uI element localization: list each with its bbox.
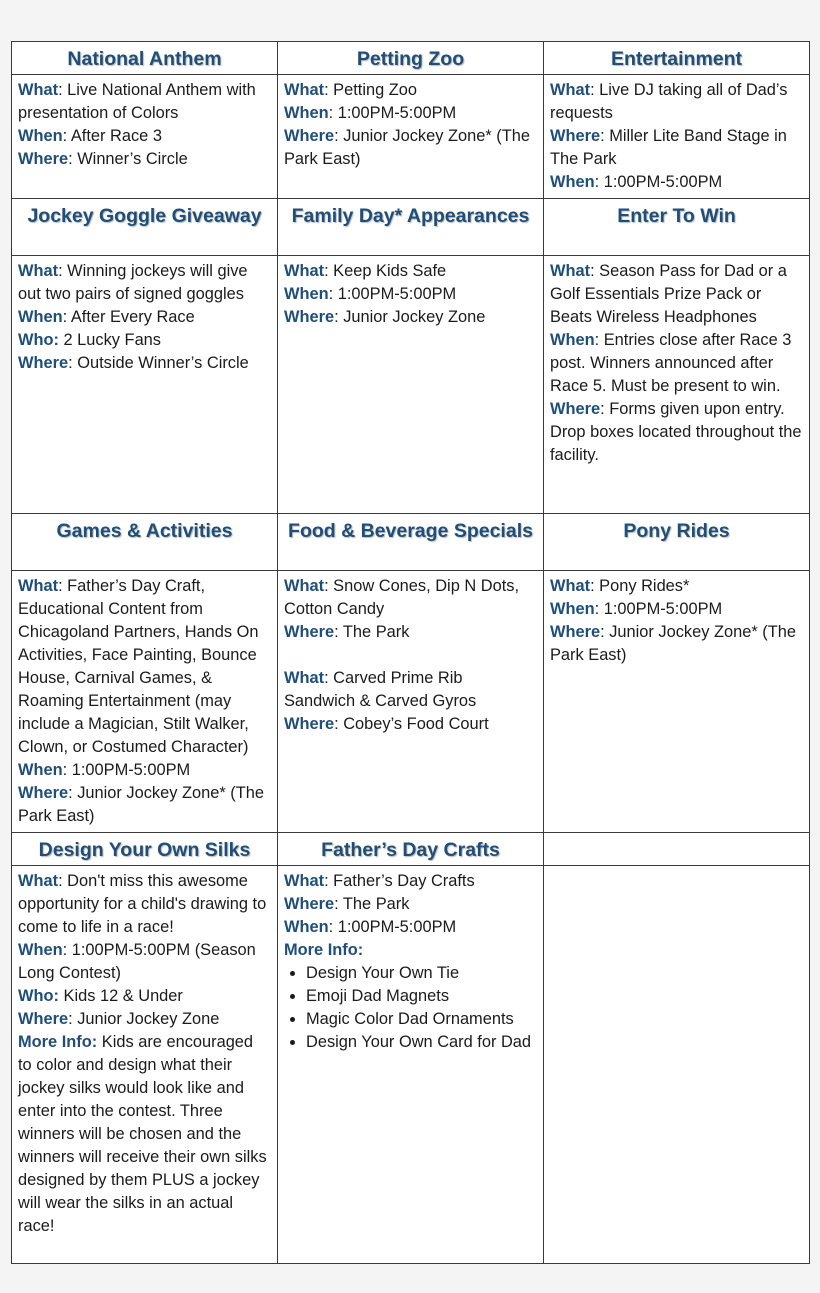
detail-label: Where	[550, 127, 601, 145]
detail-separator: :	[62, 941, 72, 959]
detail-label: Where	[284, 623, 335, 641]
spacer	[284, 644, 537, 667]
detail-text: Junior Jockey Zone* (The Park East)	[18, 784, 264, 825]
event-details	[544, 75, 810, 199]
detail-separator: :	[58, 81, 68, 99]
event-title	[544, 833, 810, 866]
detail-label: Where	[284, 895, 335, 913]
detail-text: 1:00PM-5:00PM	[603, 173, 723, 191]
detail-line	[284, 283, 537, 306]
list-item: • Design Your Own Card for Dad	[306, 1031, 537, 1054]
detail-text: Pony Rides*	[599, 577, 690, 595]
detail-text: Winning jockeys will give out two pairs of signed goggles	[18, 262, 248, 303]
detail-label: What	[284, 669, 325, 687]
detail-label: What	[550, 577, 591, 595]
detail-line	[18, 575, 271, 759]
detail-line	[18, 329, 271, 352]
event-title: Entertainment	[544, 42, 810, 75]
detail-line	[284, 125, 537, 171]
detail-line	[550, 171, 803, 194]
detail-separator: :	[324, 577, 334, 595]
detail-label: Where	[18, 784, 69, 802]
detail-line	[18, 260, 271, 306]
detail-separator: :	[328, 285, 338, 303]
detail-line	[284, 575, 537, 621]
detail-label: More Info:	[18, 1033, 98, 1051]
detail-line	[18, 1008, 271, 1031]
event-title: Pony Rides	[544, 514, 810, 571]
detail-text: After Race 3	[70, 127, 162, 145]
list-item: • Emoji Dad Magnets	[306, 985, 537, 1008]
detail-text: Winner’s Circle	[77, 150, 188, 168]
detail-text: Season Pass for Dad or a Golf Essentials Prize Pack or Beats Wireless Headphones	[550, 262, 787, 326]
detail-separator: :	[328, 104, 338, 122]
detail-line	[284, 939, 537, 962]
event-details	[12, 256, 278, 514]
detail-label: When	[550, 600, 595, 618]
header-row	[12, 42, 810, 75]
detail-line	[18, 1031, 271, 1238]
event-title: Petting Zoo	[278, 42, 544, 75]
detail-label: When	[284, 918, 329, 936]
more-info-list	[284, 962, 537, 1054]
detail-text: 1:00PM-5:00PM	[603, 600, 723, 618]
detail-separator: :	[62, 761, 72, 779]
event-title: Father’s Day Crafts	[278, 833, 544, 866]
detail-line	[284, 667, 537, 713]
event-details	[12, 75, 278, 199]
detail-label: When	[550, 173, 595, 191]
detail-separator: :	[58, 262, 68, 280]
detail-label: Who:	[18, 987, 59, 1005]
detail-separator: :	[594, 331, 604, 349]
detail-label: Where	[550, 400, 601, 418]
detail-label: What	[284, 577, 325, 595]
detail-label: What	[284, 81, 325, 99]
detail-line	[18, 939, 271, 985]
detail-line	[18, 306, 271, 329]
event-details	[278, 75, 544, 199]
detail-label: Where	[18, 1010, 69, 1028]
event-details	[12, 866, 278, 1264]
detail-line	[284, 260, 537, 283]
detail-separator: :	[68, 784, 78, 802]
detail-label: What	[18, 262, 59, 280]
detail-text: 1:00PM-5:00PM	[337, 918, 457, 936]
detail-label: What	[550, 81, 591, 99]
detail-label: When	[18, 761, 63, 779]
event-title: National Anthem	[12, 42, 278, 75]
list-item: • Magic Color Dad Ornaments	[306, 1008, 537, 1031]
detail-text: Snow Cones, Dip N Dots, Cotton Candy	[284, 577, 520, 618]
detail-text: Junior Jockey Zone* (The Park East)	[284, 127, 530, 168]
details-row	[12, 256, 810, 514]
detail-line	[550, 621, 803, 667]
detail-line	[284, 621, 537, 644]
detail-text: Forms given upon entry. Drop boxes located throughout the facility.	[550, 400, 802, 464]
event-details	[544, 866, 810, 1264]
detail-text: Junior Jockey Zone	[77, 1010, 220, 1028]
detail-label: Where	[550, 623, 601, 641]
details-row	[12, 866, 810, 1264]
detail-text: Outside Winner’s Circle	[77, 354, 249, 372]
detail-line	[284, 893, 537, 916]
details-row	[12, 75, 810, 199]
detail-separator: :	[590, 577, 600, 595]
event-title: Games & Activities	[12, 514, 278, 571]
detail-text: Don't miss this awesome opportunity for a child's drawing to come to life in a race!	[18, 872, 267, 936]
detail-text: Kids 12 & Under	[63, 987, 183, 1005]
detail-label: Where	[284, 715, 335, 733]
event-details	[278, 866, 544, 1264]
details-row	[12, 571, 810, 833]
detail-line	[550, 79, 803, 125]
detail-line	[284, 306, 537, 329]
detail-separator: :	[590, 81, 600, 99]
detail-label: When	[18, 308, 63, 326]
detail-text: Father’s Day Crafts	[333, 872, 475, 890]
detail-separator: :	[594, 173, 604, 191]
detail-label: What	[18, 872, 59, 890]
header-row	[12, 199, 810, 256]
event-details	[278, 571, 544, 833]
event-details	[544, 256, 810, 514]
detail-separator: :	[334, 623, 343, 641]
detail-line	[550, 598, 803, 621]
event-schedule-table	[11, 41, 810, 1264]
detail-label: What	[284, 872, 325, 890]
detail-label: When	[284, 285, 329, 303]
detail-text: 1:00PM-5:00PM	[71, 761, 191, 779]
detail-separator: :	[58, 577, 68, 595]
header-row	[12, 833, 810, 866]
detail-separator: :	[334, 308, 344, 326]
detail-separator: :	[324, 872, 334, 890]
detail-text: 1:00PM-5:00PM (Season Long Contest)	[18, 941, 256, 982]
detail-separator: :	[324, 81, 334, 99]
detail-separator: :	[594, 600, 604, 618]
detail-text: Petting Zoo	[333, 81, 417, 99]
detail-separator: :	[328, 918, 338, 936]
detail-separator: :	[334, 127, 344, 145]
detail-text: Kids are encouraged to color and design what their jockey silks would look like and enter into the contest. Three winners will be chosen and the winners will receive their own silks designed by them PLUS a jockey will wear the silks in an actual race!	[18, 1033, 267, 1235]
detail-line	[284, 870, 537, 893]
detail-label: When	[284, 104, 329, 122]
detail-label: Where	[18, 150, 69, 168]
detail-separator: :	[334, 895, 343, 913]
detail-separator: :	[58, 872, 68, 890]
detail-separator: :	[590, 262, 600, 280]
detail-separator: :	[600, 127, 610, 145]
detail-text: Cobey’s Food Court	[343, 715, 489, 733]
detail-label: Where	[18, 354, 69, 372]
event-details	[12, 571, 278, 833]
detail-separator: :	[600, 400, 610, 418]
detail-text: The Park	[342, 623, 410, 641]
event-title: Family Day* Appearances	[278, 199, 544, 256]
detail-label: When	[550, 331, 595, 349]
detail-line	[284, 713, 537, 736]
detail-text: Miller Lite Band Stage in The Park	[550, 127, 787, 168]
detail-separator: :	[600, 623, 610, 641]
detail-label: What	[18, 81, 59, 99]
detail-line	[550, 260, 803, 329]
detail-text: 1:00PM-5:00PM	[337, 104, 457, 122]
event-title: Enter To Win	[544, 199, 810, 256]
detail-separator: :	[68, 354, 78, 372]
detail-line	[550, 125, 803, 171]
detail-line	[18, 782, 271, 828]
detail-label: What	[284, 262, 325, 280]
detail-text: Live National Anthem with presentation of Colors	[18, 81, 256, 122]
header-row	[12, 514, 810, 571]
detail-separator: :	[68, 150, 78, 168]
event-details	[278, 256, 544, 514]
event-title: Jockey Goggle Giveaway	[12, 199, 278, 256]
detail-text: After Every Race	[70, 308, 195, 326]
detail-text: Entries close after Race 3 post. Winners announced after Race 5. Must be present to win.	[550, 331, 792, 395]
event-title: Design Your Own Silks	[12, 833, 278, 866]
detail-separator: :	[68, 1010, 78, 1028]
detail-label: What	[18, 577, 59, 595]
detail-line	[284, 79, 537, 102]
detail-separator: :	[324, 669, 334, 687]
detail-line	[18, 79, 271, 125]
detail-text: The Park	[342, 895, 410, 913]
detail-label: When	[18, 127, 63, 145]
detail-text: Carved Prime Rib Sandwich & Carved Gyros	[284, 669, 477, 710]
detail-line	[18, 985, 271, 1008]
detail-label: More Info:	[284, 941, 364, 959]
detail-text: Junior Jockey Zone	[343, 308, 486, 326]
detail-separator: :	[324, 262, 334, 280]
detail-text: 1:00PM-5:00PM	[337, 285, 457, 303]
event-details	[544, 571, 810, 833]
detail-label: What	[550, 262, 591, 280]
detail-line	[550, 398, 803, 467]
detail-line	[18, 759, 271, 782]
detail-text: Junior Jockey Zone* (The Park East)	[550, 623, 796, 664]
detail-label: Where	[284, 127, 335, 145]
list-item: • Design Your Own Tie	[306, 962, 537, 985]
detail-line	[284, 102, 537, 125]
detail-line	[18, 352, 271, 375]
detail-separator: :	[334, 715, 344, 733]
detail-label: Where	[284, 308, 335, 326]
detail-separator: :	[62, 127, 71, 145]
detail-line	[550, 329, 803, 398]
detail-text: Keep Kids Safe	[333, 262, 447, 280]
detail-line	[18, 148, 271, 171]
detail-label: Who:	[18, 331, 59, 349]
detail-separator: :	[62, 308, 71, 326]
detail-line	[18, 125, 271, 148]
detail-text: 2 Lucky Fans	[63, 331, 161, 349]
detail-label: When	[18, 941, 63, 959]
detail-text: Father’s Day Craft, Educational Content from Chicagoland Partners, Hands On Activities, Face Painting, Bounce House, Carnival Games, & Roaming Entertainment (may include a Magician, Stilt Walker, Clown, or Costumed Character)	[18, 577, 259, 756]
detail-line	[550, 575, 803, 598]
detail-line	[284, 916, 537, 939]
detail-text: Live DJ taking all of Dad’s requests	[550, 81, 788, 122]
event-title: Food & Beverage Specials	[278, 514, 544, 571]
detail-line	[18, 870, 271, 939]
